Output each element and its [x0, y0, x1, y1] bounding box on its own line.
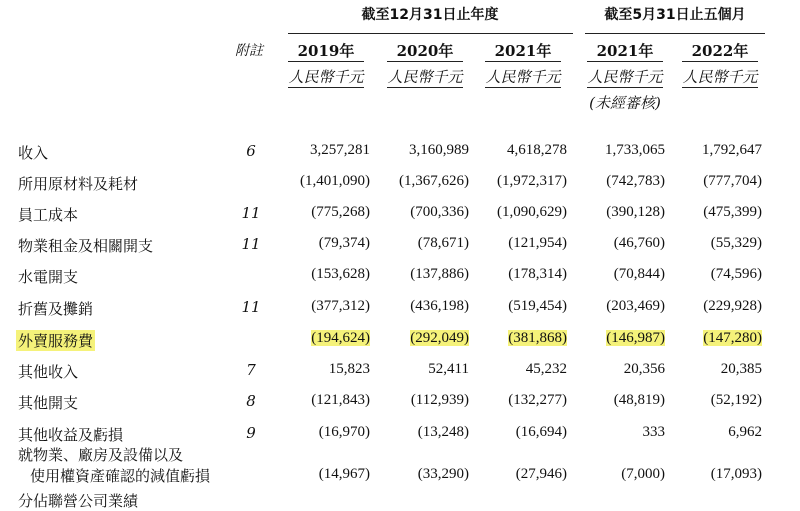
row-value-text: (153,628)	[311, 266, 370, 282]
row-value-text: 1,792,647	[702, 142, 762, 158]
row-value-text: 3,257,281	[310, 142, 370, 158]
row-value	[573, 298, 665, 315]
row-value-text: (390,128)	[606, 204, 665, 220]
column-unit: 人民幣千元	[387, 68, 463, 86]
row-label-impairment-line2: 使用權資產確認的減值虧損	[30, 467, 211, 485]
row-value	[670, 204, 762, 221]
row-value-text: (178,314)	[508, 266, 567, 282]
row-value-text: (146,987)	[606, 330, 665, 346]
row-value-text: (16,694)	[515, 424, 567, 440]
row-value-text: (55,329)	[710, 235, 762, 251]
row-value-text: 6,962	[728, 424, 762, 440]
row-value	[573, 173, 665, 190]
row-value-text: (519,454)	[508, 298, 567, 314]
row-value	[670, 173, 762, 190]
row-value	[377, 173, 469, 190]
row-value-text: (48,819)	[613, 392, 665, 408]
row-note-ref: 9	[246, 424, 256, 442]
row-value-text: (775,268)	[311, 204, 370, 220]
row-label: 其他收入	[18, 363, 79, 381]
row-value	[475, 142, 567, 159]
row-value	[475, 173, 567, 190]
group-header-five-months: 截至5月31日止五個月	[604, 7, 746, 23]
row-value-text: 1,733,065	[605, 142, 665, 158]
row-value-text: (777,704)	[703, 173, 762, 189]
row-value-text: (121,954)	[508, 235, 567, 251]
row-value	[377, 235, 469, 252]
row-label: 其他開支	[18, 394, 79, 412]
row-value-text: 333	[642, 424, 665, 440]
year-rule	[485, 61, 561, 62]
year-rule	[587, 61, 663, 62]
row-label: 水電開支	[18, 268, 79, 286]
unit-rule	[288, 87, 364, 88]
row-value	[377, 142, 469, 159]
row-value	[377, 266, 469, 283]
row-value	[670, 424, 762, 441]
unit-rule	[485, 87, 561, 88]
column-year-2022-5m: 2022年	[691, 42, 749, 60]
column-unit: 人民幣千元	[288, 68, 364, 86]
row-value	[670, 330, 762, 347]
row-note-ref: 11	[241, 235, 261, 253]
year-rule	[682, 61, 758, 62]
row-value	[377, 204, 469, 221]
row-value	[670, 392, 762, 409]
column-year-2021: 2021年	[494, 42, 552, 60]
row-value	[475, 298, 567, 315]
row-value	[377, 361, 469, 378]
row-value	[377, 298, 469, 315]
row-value-text: (229,928)	[703, 298, 762, 314]
row-label: 折舊及攤銷	[18, 300, 94, 318]
impairment-value: (7,000)	[621, 466, 665, 482]
row-value-text: (147,280)	[703, 330, 762, 346]
unit-rule	[682, 87, 758, 88]
row-value-text: (137,886)	[410, 266, 469, 282]
row-value-text: (16,970)	[318, 424, 370, 440]
row-value-text: (475,399)	[703, 204, 762, 220]
row-note-ref: 11	[241, 204, 261, 222]
row-value	[475, 424, 567, 441]
row-value-text: (13,248)	[417, 424, 469, 440]
row-note-ref: 6	[246, 142, 256, 160]
row-value-text: (1,972,317)	[497, 173, 567, 189]
row-note-ref: 8	[246, 392, 256, 410]
row-value	[573, 361, 665, 378]
row-label-impairment-line1: 就物業、廠房及設備以及	[18, 446, 184, 464]
column-unit: 人民幣千元	[485, 68, 561, 86]
row-value	[670, 298, 762, 315]
row-value-text: 15,823	[328, 361, 370, 377]
row-value-text: (112,939)	[410, 392, 469, 408]
row-value-text: (52,192)	[710, 392, 762, 408]
row-value	[278, 204, 370, 221]
row-value-text: (377,312)	[311, 298, 370, 314]
row-value-text: 20,385	[720, 361, 762, 377]
row-value	[278, 424, 370, 441]
row-value-text: (381,868)	[508, 330, 567, 346]
row-label-cutoff: 分佔聯營公司業績	[18, 492, 139, 510]
row-value	[475, 235, 567, 252]
row-value-text: 20,356	[623, 361, 665, 377]
row-value-text: 52,411	[428, 361, 469, 377]
row-label: 其他收益及虧損	[18, 426, 124, 444]
row-value	[573, 266, 665, 283]
row-value-text: (742,783)	[606, 173, 665, 189]
row-value	[573, 330, 665, 347]
row-label: 收入	[18, 144, 49, 162]
row-value	[278, 361, 370, 378]
row-value	[377, 424, 469, 441]
note-column-header: 附註	[235, 43, 263, 59]
row-value	[278, 173, 370, 190]
row-value	[573, 204, 665, 221]
row-value-text: (292,049)	[410, 330, 469, 346]
row-value-text: (78,671)	[417, 235, 469, 251]
row-value	[573, 235, 665, 252]
row-value-text: (1,367,626)	[399, 173, 469, 189]
row-value	[278, 142, 370, 159]
row-value-text: (194,624)	[311, 330, 370, 346]
row-value	[278, 392, 370, 409]
impairment-value: (17,093)	[710, 466, 762, 482]
row-value-text: 45,232	[525, 361, 567, 377]
year-rule	[387, 61, 463, 62]
row-value-text: 3,160,989	[409, 142, 469, 158]
row-value	[573, 424, 665, 441]
column-year-2021-5m: 2021年	[596, 42, 654, 60]
row-label: 員工成本	[18, 206, 79, 224]
row-value-text: (1,401,090)	[300, 173, 370, 189]
row-value	[573, 392, 665, 409]
column-year-2019: 2019年	[297, 42, 355, 60]
row-value-text: (79,374)	[318, 235, 370, 251]
row-value	[670, 266, 762, 283]
row-note-ref: 7	[246, 361, 256, 379]
row-value	[475, 330, 567, 347]
unit-rule	[387, 87, 463, 88]
row-value-text: (203,469)	[606, 298, 665, 314]
impairment-value: (14,967)	[318, 466, 370, 482]
row-label: 外賣服務費	[18, 332, 94, 350]
row-value	[278, 298, 370, 315]
row-value	[573, 142, 665, 159]
row-value-text: (74,596)	[710, 266, 762, 282]
group-rule-five-months	[585, 33, 765, 34]
row-value	[278, 330, 370, 347]
column-year-2020: 2020年	[396, 42, 454, 60]
column-unit: 人民幣千元	[682, 68, 758, 86]
impairment-value: (27,946)	[515, 466, 567, 482]
row-value-text: 4,618,278	[507, 142, 567, 158]
row-value	[670, 235, 762, 252]
group-header-year-ended: 截至12月31日止年度	[361, 7, 499, 23]
row-value	[670, 142, 762, 159]
unit-rule	[587, 87, 663, 88]
row-value-text: (46,760)	[613, 235, 665, 251]
row-value	[377, 392, 469, 409]
row-value-text: (121,843)	[311, 392, 370, 408]
column-unit: 人民幣千元	[587, 68, 663, 86]
row-value-text: (700,336)	[410, 204, 469, 220]
row-value	[475, 392, 567, 409]
row-value-text: (1,090,629)	[497, 204, 567, 220]
unaudited-note: (未經審核)	[589, 94, 661, 112]
row-note-ref: 11	[241, 298, 261, 316]
row-value	[278, 266, 370, 283]
row-value	[377, 330, 469, 347]
row-value	[670, 361, 762, 378]
row-value	[475, 361, 567, 378]
impairment-value: (33,290)	[417, 466, 469, 482]
row-value-text: (132,277)	[508, 392, 567, 408]
row-label: 物業租金及相關開支	[18, 237, 154, 255]
row-value-text: (70,844)	[613, 266, 665, 282]
year-rule	[288, 61, 364, 62]
row-value-text: (436,198)	[410, 298, 469, 314]
row-value	[475, 204, 567, 221]
row-label: 所用原材料及耗材	[18, 175, 139, 193]
row-value	[278, 235, 370, 252]
group-rule-year-ended	[288, 33, 573, 34]
row-value	[475, 266, 567, 283]
